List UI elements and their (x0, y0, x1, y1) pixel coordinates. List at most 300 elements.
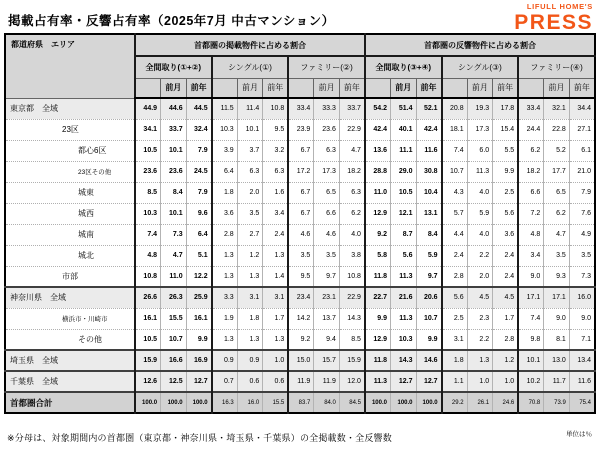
value-cell: 44.5 (186, 98, 212, 119)
value-cell: 42.4 (416, 119, 442, 140)
value-cell: 33.7 (339, 98, 365, 119)
value-cell: 1.3 (467, 350, 493, 371)
logo-text-press: PRESS (514, 10, 593, 34)
value-cell: 0.7 (212, 371, 238, 392)
value-cell: 29.0 (390, 161, 416, 182)
unit-note: 単位は％ (566, 431, 592, 438)
value-cell: 40.1 (390, 119, 416, 140)
value-cell: 11.1 (390, 140, 416, 161)
value-cell: 1.8 (237, 308, 263, 329)
value-cell: 6.4 (212, 161, 238, 182)
value-cell: 2.4 (493, 245, 519, 266)
value-cell: 16.1 (186, 308, 212, 329)
value-cell: 9.0 (544, 308, 570, 329)
value-cell: 11.3 (390, 308, 416, 329)
value-cell: 2.0 (467, 266, 493, 287)
value-cell: 7.2 (518, 203, 544, 224)
group-header-response: 首都圏の反響物件に占める割合 (365, 34, 595, 56)
value-cell: 7.6 (569, 203, 595, 224)
value-cell: 7.9 (186, 182, 212, 203)
value-cell: 2.2 (467, 245, 493, 266)
value-cell: 100.0 (365, 392, 391, 413)
value-cell: 28.8 (365, 161, 391, 182)
value-cell: 44.9 (135, 98, 161, 119)
value-cell: 24.4 (518, 119, 544, 140)
value-cell: 17.3 (467, 119, 493, 140)
value-cell: 73.9 (544, 392, 570, 413)
value-cell: 16.0 (569, 287, 595, 308)
table-row (5, 350, 595, 371)
value-cell: 4.3 (442, 182, 468, 203)
value-cell: 27.1 (569, 119, 595, 140)
value-cell: 6.2 (518, 140, 544, 161)
value-cell: 0.6 (263, 371, 289, 392)
period-header-blank (365, 78, 391, 98)
value-cell: 7.1 (569, 329, 595, 350)
value-cell: 0.9 (212, 350, 238, 371)
value-cell: 7.4 (518, 308, 544, 329)
subgroup-header: シングル(③) (442, 56, 519, 78)
table-row (5, 308, 595, 329)
table-row (5, 119, 595, 140)
value-cell: 84.0 (314, 392, 340, 413)
value-cell: 33.3 (314, 98, 340, 119)
value-cell: 100.0 (135, 392, 161, 413)
value-cell: 11.8 (365, 350, 391, 371)
value-cell: 1.3 (212, 266, 238, 287)
value-cell: 3.1 (442, 329, 468, 350)
value-cell: 6.7 (288, 203, 314, 224)
subgroup-header: ファミリー(④) (518, 56, 595, 78)
value-cell: 3.1 (237, 287, 263, 308)
value-cell: 11.7 (544, 371, 570, 392)
value-cell: 4.0 (339, 224, 365, 245)
value-cell: 9.5 (263, 119, 289, 140)
period-header-blank (442, 78, 468, 98)
group-header-listing: 首都圏の掲載物件に占める割合 (135, 34, 365, 56)
value-cell: 17.2 (288, 161, 314, 182)
value-cell: 23.6 (135, 161, 161, 182)
value-cell: 7.9 (186, 140, 212, 161)
value-cell: 10.8 (339, 266, 365, 287)
period-header-blank (135, 78, 161, 98)
value-cell: 6.1 (569, 140, 595, 161)
value-cell: 1.2 (237, 245, 263, 266)
corner-header: 都道府県 エリア (5, 34, 135, 98)
value-cell: 30.8 (416, 161, 442, 182)
value-cell: 9.2 (365, 224, 391, 245)
value-cell: 4.7 (339, 140, 365, 161)
value-cell: 11.6 (416, 140, 442, 161)
value-cell: 15.5 (263, 392, 289, 413)
value-cell: 23.6 (161, 161, 187, 182)
value-cell: 33.4 (288, 98, 314, 119)
value-cell: 22.7 (365, 287, 391, 308)
value-cell: 6.4 (186, 224, 212, 245)
value-cell: 10.2 (518, 371, 544, 392)
period-header: 前月 (314, 78, 340, 98)
value-cell: 11.3 (467, 161, 493, 182)
value-cell: 2.0 (237, 182, 263, 203)
value-cell: 1.3 (263, 245, 289, 266)
row-label: 23区 (5, 119, 135, 140)
value-cell: 1.1 (442, 371, 468, 392)
value-cell: 32.1 (544, 98, 570, 119)
period-header: 前年 (263, 78, 289, 98)
period-header-blank (518, 78, 544, 98)
row-label: その他 (5, 329, 135, 350)
value-cell: 9.9 (186, 329, 212, 350)
value-cell: 10.5 (135, 329, 161, 350)
value-cell: 0.9 (237, 350, 263, 371)
value-cell: 1.6 (263, 182, 289, 203)
value-cell: 3.2 (263, 140, 289, 161)
value-cell: 9.3 (544, 266, 570, 287)
value-cell: 24.6 (493, 392, 519, 413)
table-body (5, 98, 595, 413)
value-cell: 100.0 (416, 392, 442, 413)
value-cell: 2.8 (212, 224, 238, 245)
value-cell: 51.4 (390, 98, 416, 119)
value-cell: 3.8 (339, 245, 365, 266)
value-cell: 3.6 (212, 203, 238, 224)
value-cell: 10.7 (161, 329, 187, 350)
value-cell: 100.0 (161, 392, 187, 413)
value-cell: 13.1 (416, 203, 442, 224)
value-cell: 11.5 (212, 98, 238, 119)
value-cell: 4.8 (135, 245, 161, 266)
group-header-row (5, 34, 595, 56)
value-cell: 4.5 (493, 287, 519, 308)
value-cell: 22.9 (339, 287, 365, 308)
value-cell: 24.5 (186, 161, 212, 182)
value-cell: 10.7 (442, 161, 468, 182)
value-cell: 4.0 (467, 182, 493, 203)
value-cell: 1.3 (237, 266, 263, 287)
value-cell: 32.4 (186, 119, 212, 140)
value-cell: 2.4 (442, 245, 468, 266)
value-cell: 8.5 (339, 329, 365, 350)
value-cell: 6.2 (339, 203, 365, 224)
period-header: 前年 (493, 78, 519, 98)
value-cell: 5.1 (186, 245, 212, 266)
value-cell: 23.9 (288, 119, 314, 140)
value-cell: 3.4 (518, 245, 544, 266)
value-cell: 14.6 (416, 350, 442, 371)
value-cell: 1.3 (212, 245, 238, 266)
value-cell: 11.0 (161, 266, 187, 287)
value-cell: 3.5 (237, 203, 263, 224)
value-cell: 26.1 (467, 392, 493, 413)
value-cell: 34.4 (569, 98, 595, 119)
row-label: 城南 (5, 224, 135, 245)
footnote: ※分母は、対象期間内の首都圏（東京都・神奈川県・埼玉県・千葉県）の全掲載数・全反響数 (7, 433, 392, 443)
value-cell: 23.1 (314, 287, 340, 308)
value-cell: 1.3 (263, 329, 289, 350)
value-cell: 7.9 (569, 182, 595, 203)
value-cell: 9.0 (518, 266, 544, 287)
value-cell: 5.6 (442, 287, 468, 308)
page-title: 掲載占有率・反響占有率（2025年7月 中古マンション） (8, 14, 335, 28)
value-cell: 70.8 (518, 392, 544, 413)
value-cell: 1.0 (467, 371, 493, 392)
period-header: 前月 (390, 78, 416, 98)
value-cell: 4.9 (569, 224, 595, 245)
value-cell: 2.4 (493, 266, 519, 287)
row-label: 横浜市・川崎市 (5, 308, 135, 329)
value-cell: 5.6 (493, 203, 519, 224)
value-cell: 2.7 (237, 224, 263, 245)
value-cell: 5.2 (544, 140, 570, 161)
value-cell: 10.8 (135, 266, 161, 287)
period-header: 前年 (416, 78, 442, 98)
value-cell: 17.1 (518, 287, 544, 308)
row-label: 千葉県 全域 (5, 371, 135, 392)
lifull-homes-press-logo (514, 3, 593, 33)
value-cell: 11.9 (314, 371, 340, 392)
value-cell: 8.7 (390, 224, 416, 245)
value-cell: 26.6 (135, 287, 161, 308)
share-rate-table (4, 33, 596, 414)
value-cell: 17.8 (493, 98, 519, 119)
value-cell: 2.8 (493, 329, 519, 350)
subgroup-header: 全間取り(①+②) (135, 56, 212, 78)
value-cell: 12.0 (339, 371, 365, 392)
value-cell: 7.3 (569, 266, 595, 287)
value-cell: 54.2 (365, 98, 391, 119)
value-cell: 10.7 (416, 308, 442, 329)
value-cell: 1.0 (493, 371, 519, 392)
table-row (5, 224, 595, 245)
value-cell: 4.5 (467, 287, 493, 308)
value-cell: 84.5 (339, 392, 365, 413)
value-cell: 26.3 (161, 287, 187, 308)
row-label: 首都圏合計 (5, 392, 135, 413)
value-cell: 6.3 (263, 161, 289, 182)
value-cell: 13.6 (365, 140, 391, 161)
value-cell: 29.2 (442, 392, 468, 413)
value-cell: 11.6 (569, 371, 595, 392)
value-cell: 1.9 (212, 308, 238, 329)
value-cell: 8.5 (135, 182, 161, 203)
value-cell: 11.8 (365, 266, 391, 287)
value-cell: 21.6 (390, 287, 416, 308)
value-cell: 14.3 (339, 308, 365, 329)
table-row (5, 266, 595, 287)
value-cell: 3.1 (263, 287, 289, 308)
subgroup-header: シングル(①) (212, 56, 289, 78)
value-cell: 100.0 (390, 392, 416, 413)
value-cell: 4.7 (161, 245, 187, 266)
row-label: 23区その他 (5, 161, 135, 182)
value-cell: 4.8 (518, 224, 544, 245)
value-cell: 17.7 (544, 161, 570, 182)
period-header-blank (288, 78, 314, 98)
value-cell: 4.6 (314, 224, 340, 245)
period-header-blank (212, 78, 238, 98)
value-cell: 25.9 (186, 287, 212, 308)
value-cell: 12.2 (186, 266, 212, 287)
value-cell: 18.2 (518, 161, 544, 182)
value-cell: 13.7 (314, 308, 340, 329)
value-cell: 16.9 (186, 350, 212, 371)
value-cell: 10.5 (135, 140, 161, 161)
value-cell: 14.3 (390, 350, 416, 371)
value-cell: 6.7 (288, 182, 314, 203)
value-cell: 16.6 (161, 350, 187, 371)
table-row (5, 98, 595, 119)
table-row (5, 245, 595, 266)
value-cell: 2.3 (467, 308, 493, 329)
value-cell: 9.2 (288, 329, 314, 350)
value-cell: 12.7 (390, 371, 416, 392)
value-cell: 16.0 (237, 392, 263, 413)
value-cell: 15.4 (493, 119, 519, 140)
value-cell: 15.9 (135, 350, 161, 371)
value-cell: 1.7 (263, 308, 289, 329)
value-cell: 17.1 (544, 287, 570, 308)
value-cell: 16.1 (135, 308, 161, 329)
value-cell: 12.1 (390, 203, 416, 224)
value-cell: 8.4 (161, 182, 187, 203)
value-cell: 15.9 (339, 350, 365, 371)
value-cell: 8.1 (544, 329, 570, 350)
value-cell: 6.3 (314, 140, 340, 161)
value-cell: 1.2 (493, 350, 519, 371)
value-cell: 10.1 (518, 350, 544, 371)
value-cell: 12.5 (161, 371, 187, 392)
value-cell: 11.3 (390, 266, 416, 287)
table-row (5, 140, 595, 161)
value-cell: 11.4 (237, 98, 263, 119)
value-cell: 6.7 (288, 140, 314, 161)
row-label: 城東 (5, 182, 135, 203)
value-cell: 9.7 (314, 266, 340, 287)
value-cell: 22.8 (544, 119, 570, 140)
row-label: 城北 (5, 245, 135, 266)
value-cell: 5.9 (416, 245, 442, 266)
table-header (5, 34, 595, 98)
value-cell: 1.3 (212, 329, 238, 350)
value-cell: 5.6 (390, 245, 416, 266)
value-cell: 1.3 (237, 329, 263, 350)
table-row (5, 329, 595, 350)
value-cell: 10.1 (237, 119, 263, 140)
value-cell: 2.8 (442, 266, 468, 287)
value-cell: 9.0 (569, 308, 595, 329)
value-cell: 3.9 (212, 140, 238, 161)
value-cell: 4.6 (288, 224, 314, 245)
value-cell: 15.0 (288, 350, 314, 371)
value-cell: 6.3 (339, 182, 365, 203)
value-cell: 52.1 (416, 98, 442, 119)
value-cell: 3.5 (544, 245, 570, 266)
value-cell: 7.4 (135, 224, 161, 245)
table-row (5, 203, 595, 224)
subgroup-header: ファミリー(②) (288, 56, 365, 78)
value-cell: 6.5 (544, 182, 570, 203)
period-header: 前月 (237, 78, 263, 98)
value-cell: 10.3 (135, 203, 161, 224)
value-cell: 13.0 (544, 350, 570, 371)
value-cell: 20.6 (416, 287, 442, 308)
value-cell: 4.0 (467, 224, 493, 245)
value-cell: 22.9 (339, 119, 365, 140)
value-cell: 1.8 (212, 182, 238, 203)
value-cell: 21.0 (569, 161, 595, 182)
value-cell: 34.1 (135, 119, 161, 140)
value-cell: 9.4 (314, 329, 340, 350)
value-cell: 18.2 (339, 161, 365, 182)
row-label: 市部 (5, 266, 135, 287)
value-cell: 12.7 (416, 371, 442, 392)
row-label: 埼玉県 全域 (5, 350, 135, 371)
value-cell: 11.0 (365, 182, 391, 203)
period-header: 前月 (544, 78, 570, 98)
value-cell: 3.4 (263, 203, 289, 224)
value-cell: 14.2 (288, 308, 314, 329)
value-cell: 6.6 (314, 203, 340, 224)
value-cell: 15.7 (314, 350, 340, 371)
value-cell: 13.4 (569, 350, 595, 371)
value-cell: 2.5 (493, 182, 519, 203)
value-cell: 9.8 (518, 329, 544, 350)
value-cell: 6.0 (467, 140, 493, 161)
value-cell: 4.4 (442, 224, 468, 245)
value-cell: 10.5 (390, 182, 416, 203)
value-cell: 42.4 (365, 119, 391, 140)
value-cell: 0.6 (237, 371, 263, 392)
value-cell: 100.0 (186, 392, 212, 413)
value-cell: 9.7 (416, 266, 442, 287)
period-header: 前年 (569, 78, 595, 98)
value-cell: 2.5 (442, 308, 468, 329)
value-cell: 10.3 (212, 119, 238, 140)
period-header: 前年 (186, 78, 212, 98)
period-header: 前月 (467, 78, 493, 98)
value-cell: 4.7 (544, 224, 570, 245)
value-cell: 7.4 (442, 140, 468, 161)
value-cell: 9.6 (186, 203, 212, 224)
table-row (5, 182, 595, 203)
value-cell: 9.5 (288, 266, 314, 287)
value-cell: 15.5 (161, 308, 187, 329)
row-label: 都心6区 (5, 140, 135, 161)
value-cell: 10.8 (263, 98, 289, 119)
value-cell: 10.4 (416, 182, 442, 203)
value-cell: 3.7 (237, 140, 263, 161)
value-cell: 9.9 (493, 161, 519, 182)
value-cell: 5.5 (493, 140, 519, 161)
value-cell: 16.3 (212, 392, 238, 413)
value-cell: 12.6 (135, 371, 161, 392)
value-cell: 23.4 (288, 287, 314, 308)
value-cell: 6.3 (237, 161, 263, 182)
value-cell: 1.8 (442, 350, 468, 371)
value-cell: 1.0 (263, 350, 289, 371)
logo-text-small: LIFULL HOME'S (526, 2, 593, 11)
value-cell: 3.5 (314, 245, 340, 266)
table-row (5, 161, 595, 182)
row-label: 東京都 全域 (5, 98, 135, 119)
period-header: 前月 (161, 78, 187, 98)
value-cell: 6.6 (518, 182, 544, 203)
table-row (5, 287, 595, 308)
value-cell: 6.5 (314, 182, 340, 203)
value-cell: 8.4 (416, 224, 442, 245)
row-label: 城西 (5, 203, 135, 224)
value-cell: 6.2 (544, 203, 570, 224)
